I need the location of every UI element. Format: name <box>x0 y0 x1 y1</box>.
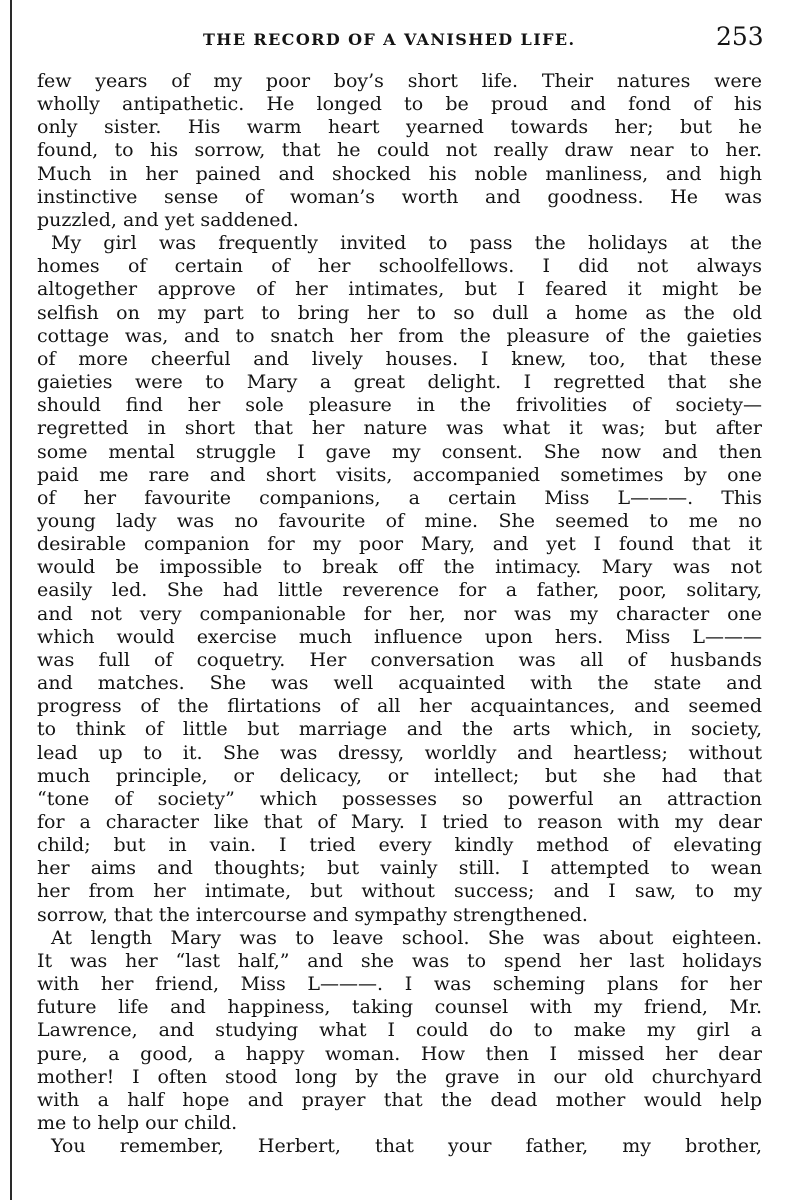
text-line: with her friend, Miss L———. I was scheming plans for her <box>37 973 762 996</box>
text-line: for a character like that of Mary. I tried to reason with my dear <box>37 811 762 833</box>
text-line: “tone of society” which possesses so powerful an attraction <box>37 787 762 810</box>
text-line: some mental struggle I gave my consent. She now and then <box>37 440 762 463</box>
text-line: instinctive sense of woman’s worth and goodness. He was <box>37 185 762 208</box>
text-line: wholly antipathetic. He longed to be proud and fond of his <box>37 93 762 116</box>
text-line: lead up to it. She was dressy, worldly and heartless; without <box>37 741 762 764</box>
text-line: of more cheerful and lively houses. I knew, too, that these <box>37 347 762 370</box>
text-line: Lawrence, and studying what I could do to make my girl a <box>37 1019 762 1042</box>
text-line: would be impossible to break off the intimacy. Mary was not <box>37 556 762 579</box>
left-margin-rule <box>10 0 12 1200</box>
text-line: found, to his sorrow, that he could not really draw near to her. <box>37 139 762 162</box>
text-line: of her favourite companions, a certain Miss L———. This <box>37 486 762 509</box>
text-line: only sister. His warm heart yearned towards her; but he <box>37 116 762 139</box>
text-line: gaieties were to Mary a great delight. I regretted that she <box>37 371 762 394</box>
text-line: was full of coquetry. Her conversation was all of husbands <box>37 648 762 671</box>
text-line: regretted in short that her nature was what it was; but after <box>37 417 762 440</box>
text-line: altogether approve of her intimates, but I feared it might be <box>37 278 762 301</box>
text-line: should find her sole pleasure in the frivolities of society— <box>37 394 762 417</box>
text-line: You remember, Herbert, that your father, my brother, <box>51 1135 762 1158</box>
text-line: cottage was, and to snatch her from the pleasure of the gaieties <box>37 324 762 347</box>
text-line: and not very companionable for her, nor was my character one <box>37 602 762 625</box>
text-line: with a half hope and prayer that the dead mother would help <box>37 1088 762 1111</box>
text-line: her aims and thoughts; but vainly still. I attempted to wean <box>37 857 762 880</box>
text-line: desirable companion for my poor Mary, and yet I found that it <box>37 533 762 556</box>
text-line: sorrow, that the intercourse and sympathy strengthened. <box>37 903 588 926</box>
text-line: paid me rare and short visits, accompanied sometimes by one <box>37 463 762 486</box>
text-line: me to help our child. <box>37 1112 238 1135</box>
body-text <box>37 70 762 1158</box>
text-line: progress of the flirtations of all her acquaintances, and seemed <box>37 695 762 718</box>
text-line: and matches. She was well acquainted with the state and <box>37 672 762 695</box>
text-line: few years of my poor boy’s short life. Their natures were <box>37 70 762 92</box>
text-line: much principle, or delicacy, or intellect; but she had that <box>37 764 762 787</box>
text-line: young lady was no favourite of mine. She seemed to me no <box>37 509 762 532</box>
text-line: future life and happiness, taking counsel with my friend, Mr. <box>37 996 762 1019</box>
text-line: child; but in vain. I tried every kindly method of elevating <box>37 834 762 857</box>
text-line: homes of certain of her schoolfellows. I did not always <box>37 255 762 278</box>
running-title: THE RECORD OF A VANISHED LIFE. <box>203 30 576 49</box>
text-line: It was her “last half,” and she was to spend her last holidays <box>37 949 762 972</box>
text-line: to think of little but marriage and the arts which, in society, <box>37 718 762 741</box>
text-line: which would exercise much influence upon hers. Miss L——— <box>37 625 762 648</box>
text-line: her from her intimate, but without success; and I saw, to my <box>37 880 762 903</box>
text-line: At length Mary was to leave school. She was about eighteen. <box>51 926 762 949</box>
text-line: easily led. She had little reverence for a father, poor, solitary, <box>37 579 762 602</box>
text-line: puzzled, and yet saddened. <box>37 208 299 231</box>
text-line: selfish on my part to bring her to so dull a home as the old <box>37 301 762 324</box>
text-line: pure, a good, a happy woman. How then I missed her dear <box>37 1042 762 1065</box>
text-line: My girl was frequently invited to pass the holidays at the <box>51 232 762 255</box>
page-number: 253 <box>716 22 764 51</box>
page-header <box>0 18 799 58</box>
text-line: Much in her pained and shocked his noble manliness, and high <box>37 162 762 185</box>
text-line: mother! I often stood long by the grave in our old churchyard <box>37 1065 762 1088</box>
